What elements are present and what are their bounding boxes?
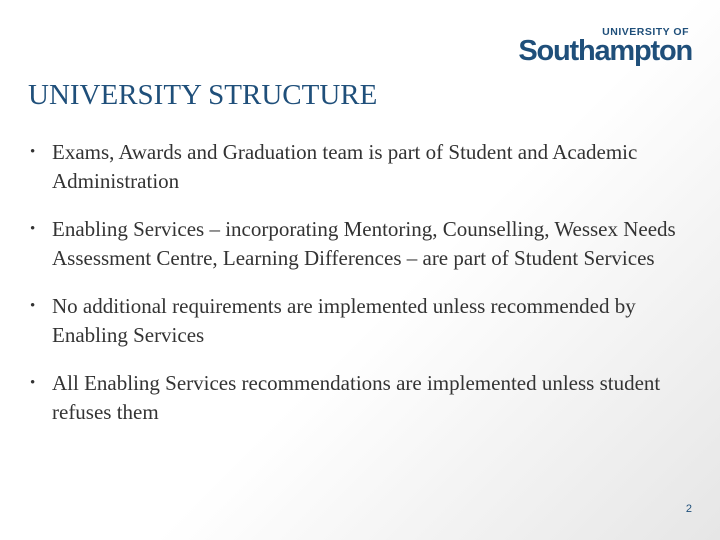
bullet-icon: • [30,221,36,237]
bullet-text: All Enabling Services recommendations are implemented unless student refuses them [52,371,661,424]
bullet-icon: • [30,298,36,314]
slide-number: 2 [685,503,692,515]
university-logo [517,26,692,70]
bullet-icon: • [30,144,36,160]
bullet-text: No additional requirements are implemented unless recommended by Enabling Services [52,294,636,347]
bullet-item [28,369,698,427]
bullet-list [28,138,698,446]
bullet-item [28,138,698,196]
logo-top-text: UNIVERSITY OF [602,26,689,38]
bullet-icon: • [30,375,36,391]
bullet-text: Exams, Awards and Graduation team is part of Student and Academic Administration [52,140,638,193]
bullet-text: Enabling Services – incorporating Mentoring, Counselling, Wessex Needs Assessment Centre, Learning Differences – are part of Student Services [52,217,676,270]
page-title: UNIVERSITY STRUCTURE [28,79,378,111]
bullet-item [28,215,698,273]
logo-main-text: Southampton [518,35,692,67]
bullet-item [28,292,698,350]
